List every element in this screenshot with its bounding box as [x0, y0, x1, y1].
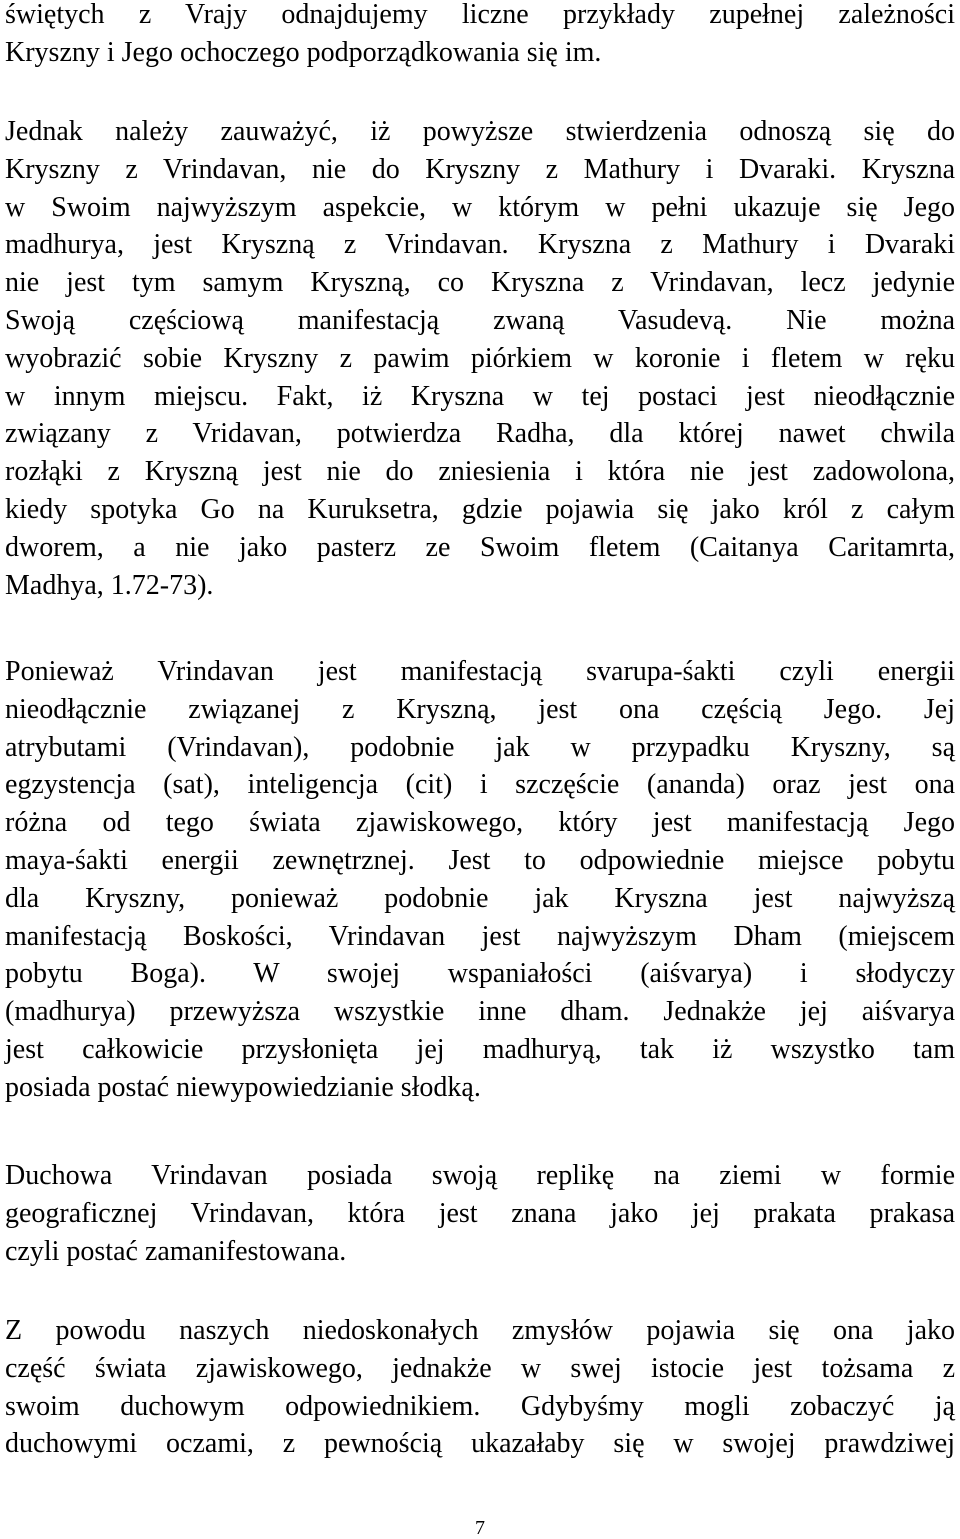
text-line: nieodłącznie związanej z Kryszną, jest ona częścią Jego. Jej — [5, 693, 955, 725]
text-line: w Swoim najwyższym aspekcie, w którym w pełni ukazuje się Jego — [5, 191, 955, 223]
text-line: geograficznej Vrindavan, która jest znana jako jej prakata prakasa — [5, 1197, 955, 1229]
text-line: Swoją częściową manifestacją zwaną Vasudevą. Nie można — [5, 304, 955, 336]
page-number: 7 — [475, 1517, 485, 1539]
text-line: egzystencja (sat), inteligencja (cit) i szczęście (ananda) oraz jest ona — [5, 769, 955, 801]
text-line: Duchowa Vrindavan posiada swoją replikę na ziemi w formie — [5, 1160, 955, 1191]
text-line: pobytu Boga). W swojej wspaniałości (aiśvarya) i słodyczy — [5, 958, 955, 990]
text-line: jest całkowicie przysłonięta jej madhuryą, tak iż wszystko tam — [5, 1033, 955, 1065]
text-line: Madhya, 1.72-73). — [5, 569, 214, 601]
paragraph-5 — [5, 1312, 955, 1463]
text-line: Jednak należy zauważyć, iż powyższe stwierdzenia odnoszą się do — [5, 116, 955, 147]
text-line: swoim duchowym odpowiednikiem. Gdybyśmy mogli zobaczyć ją — [5, 1390, 955, 1422]
text-line: część świata zjawiskowego, jednakże w swej istocie jest tożsama z — [5, 1352, 955, 1384]
text-line: Kryszny i Jego ochoczego podporządkowania się im. — [5, 36, 602, 68]
text-line: manifestacją Boskości, Vrindavan jest najwyższym Dham (miejscem — [5, 920, 955, 952]
text-line: Kryszny z Vrindavan, nie do Kryszny z Mathury i Dvaraki. Kryszna — [5, 153, 955, 185]
text-line: posiada postać niewypowiedzianie słodką. — [5, 1071, 481, 1103]
text-line: duchowymi oczami, z pewnością ukazałaby się w swojej prawdziwej — [5, 1428, 955, 1460]
text-line: madhurya, jest Kryszną z Vrindavan. Kryszna z Mathury i Dvaraki — [5, 229, 955, 261]
text-line: Z powodu naszych niedoskonałych zmysłów pojawia się ona jako — [5, 1315, 955, 1346]
text-line: związany z Vridavan, potwierdza Radha, dla której nawet chwila — [5, 418, 955, 450]
text-line: w innym miejscu. Fakt, iż Kryszna w tej postaci jest nieodłącznie — [5, 380, 955, 412]
text-line: świętych z Vrajy odnajdujemy liczne przykłady zupełnej zależności — [5, 0, 955, 30]
paragraph-2 — [5, 113, 955, 604]
text-line: maya-śakti energii zewnętrznej. Jest to odpowiednie miejsce pobytu — [5, 844, 955, 876]
paragraph-4 — [5, 1157, 955, 1270]
text-line: wyobrazić sobie Kryszny z pawim piórkiem w koronie i fletem w ręku — [5, 342, 955, 374]
text-line: różna od tego świata zjawiskowego, który jest manifestacją Jego — [5, 807, 955, 839]
text-line: nie jest tym samym Kryszną, co Kryszna z Vrindavan, lecz jedynie — [5, 267, 955, 299]
text-line: dla Kryszny, ponieważ podobnie jak Kryszna jest najwyższą — [5, 882, 955, 914]
paragraph-3 — [5, 653, 955, 1107]
text-line: Ponieważ Vrindavan jest manifestacją svarupa-śakti czyli energii — [5, 656, 955, 687]
paragraph-1 — [5, 0, 955, 72]
text-line: rozłąki z Kryszną jest nie do zniesienia i która nie jest zadowolona, — [5, 456, 955, 488]
text-line: czyli postać zamanifestowana. — [5, 1235, 347, 1267]
text-line: dworem, a nie jako pasterz ze Swoim fletem (Caitanya Caritamrta, — [5, 531, 955, 563]
text-line: kiedy spotyka Go na Kuruksetra, gdzie pojawia się jako król z całym — [5, 493, 955, 525]
text-line: atrybutami (Vrindavan), podobnie jak w przypadku Kryszny, są — [5, 731, 955, 763]
text-line: (madhurya) przewyższa wszystkie inne dham. Jednakże jej aiśvarya — [5, 996, 955, 1028]
